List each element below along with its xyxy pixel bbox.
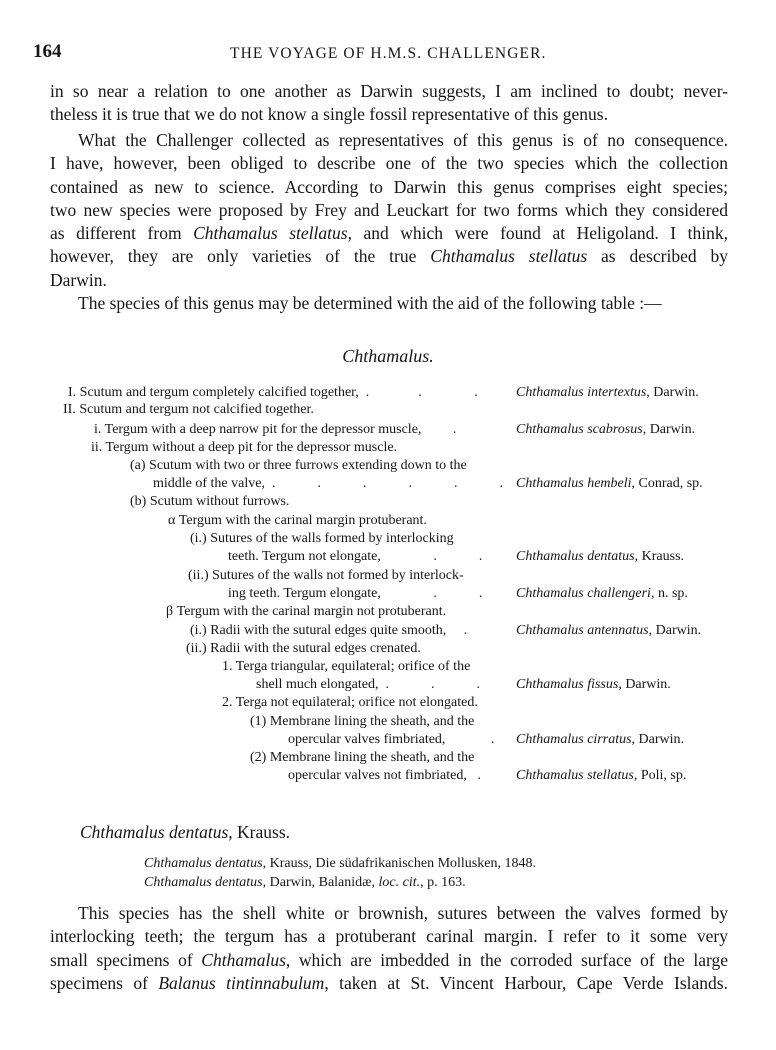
key-line: ing teeth. Tergum elongate, . . <box>228 586 483 601</box>
key-line: 1. Terga triangular, equilateral; orifice of the <box>222 659 471 674</box>
key-line: II. Scutum and tergum not calcified together. <box>63 402 314 417</box>
species-entry: Chthamalus antennatus, Darwin. <box>516 623 702 638</box>
text-line: What the Challenger collected as representatives of this genus is of no consequence. <box>78 130 728 150</box>
synonymy-reference: Chthamalus dentatus, Darwin, Balanidæ, loc. cit., p. 163. <box>144 875 466 890</box>
key-line: middle of the valve, . . . . . . <box>153 476 503 491</box>
species-entry: Chthamalus dentatus, Krauss. <box>516 549 685 564</box>
species-heading: Chthamalus dentatus, Krauss. <box>80 822 291 842</box>
key-line: (b) Scutum without furrows. <box>130 494 290 509</box>
text-line: two new species were proposed by Frey and Leuckart for two forms which they considered <box>50 199 728 220</box>
text-line: specimens of Balanus tintinnabulum, taken at St. Vincent Harbour, Cape Verde Islands. <box>50 972 728 993</box>
species-entry: Chthamalus challengeri, n. sp. <box>516 586 688 601</box>
key-line: 2. Terga not equilateral; orifice not elongated. <box>222 695 478 710</box>
text-line: I have, however, been obliged to describe one of the two species which the collection <box>50 153 728 174</box>
species-name: Chthamalus stellatus <box>430 246 588 267</box>
synonymy-reference: Chthamalus dentatus, Krauss, Die südafrikanischen Mollusken, 1848. <box>144 856 536 871</box>
species-entry: Chthamalus scabrosus, Darwin. <box>516 422 696 437</box>
key-line: shell much elongated, . . . . <box>256 677 526 692</box>
key-line: (i.) Radii with the sutural edges quite smooth, . <box>190 623 468 638</box>
text-line: theless it is true that we do not know a single fossil representative of this genus. <box>50 104 608 125</box>
text-line: however, they are only varieties of the true Chthamalus stellatus as described by <box>50 246 728 267</box>
genus-name: Chthamalus <box>201 949 286 970</box>
species-entry: Chthamalus hembeli, Conrad, sp. <box>516 476 703 491</box>
text-line: contained as new to science. According to Darwin this genus comprises eight species; <box>50 176 728 197</box>
species-entry: Chthamalus cirratus, Darwin. <box>516 732 685 747</box>
species-entry: Chthamalus stellatus, Poli, sp. <box>516 768 687 783</box>
text-line: interlocking teeth; the tergum has a protuberant carinal margin. I refer to it some very <box>50 926 728 947</box>
page-number: 164 <box>33 41 62 62</box>
key-line: i. Tergum with a deep narrow pit for the depressor muscle, . <box>94 422 457 437</box>
key-line: ii. Tergum without a deep pit for the depressor muscle. <box>91 440 398 455</box>
key-line: (a) Scutum with two or three furrows extending down to the <box>130 458 467 473</box>
text-line: in so near a relation to one another as Darwin suggests, I am inclined to doubt; never- <box>50 81 728 101</box>
key-line: (2) Membrane lining the sheath, and the <box>250 750 475 765</box>
intro-paragraph-3 <box>50 292 728 315</box>
key-line: (ii.) Sutures of the walls not formed by interlock- <box>188 568 464 583</box>
key-line: (1) Membrane lining the sheath, and the <box>250 714 475 729</box>
text-line: Darwin. <box>50 269 107 290</box>
key-line: (ii.) Radii with the sutural edges crenated. <box>186 641 421 656</box>
species-entry: Chthamalus fissus, Darwin. <box>516 677 671 692</box>
species-name: Chthamalus stellatus <box>193 223 348 244</box>
key-line: (i.) Sutures of the walls formed by interlocking <box>190 531 454 546</box>
species-name: Balanus tintinnabulum <box>158 972 325 993</box>
species-entry: Chthamalus intertextus, Darwin. <box>516 385 699 400</box>
key-line: β Tergum with the carinal margin not protuberant. <box>166 604 447 619</box>
text-line: as different from Chthamalus stellatus, and which were found at Heligoland. I think, <box>50 223 728 244</box>
key-line: opercular valves fimbriated, . <box>288 732 495 747</box>
text-line: The species of this genus may be determined with the aid of the following table :— <box>78 293 662 313</box>
key-line: I. Scutum and tergum completely calcified together, . . . <box>68 385 478 400</box>
intro-paragraph-2 <box>50 129 728 292</box>
text-line: This species has the shell white or brownish, sutures between the valves formed by <box>78 903 728 923</box>
running-title: THE VOYAGE OF H.M.S. CHALLENGER. <box>230 45 547 62</box>
key-line: opercular valves not fimbriated, . <box>288 768 481 783</box>
text-line: small specimens of Chthamalus, which are imbedded in the corroded surface of the large <box>50 949 729 970</box>
key-title: Chthamalus. <box>342 346 434 366</box>
species-description <box>50 902 728 995</box>
intro-paragraph-1 <box>50 80 728 127</box>
key-line: teeth. Tergum not elongate, . . <box>228 549 483 564</box>
key-line: α Tergum with the carinal margin protuberant. <box>168 513 427 528</box>
